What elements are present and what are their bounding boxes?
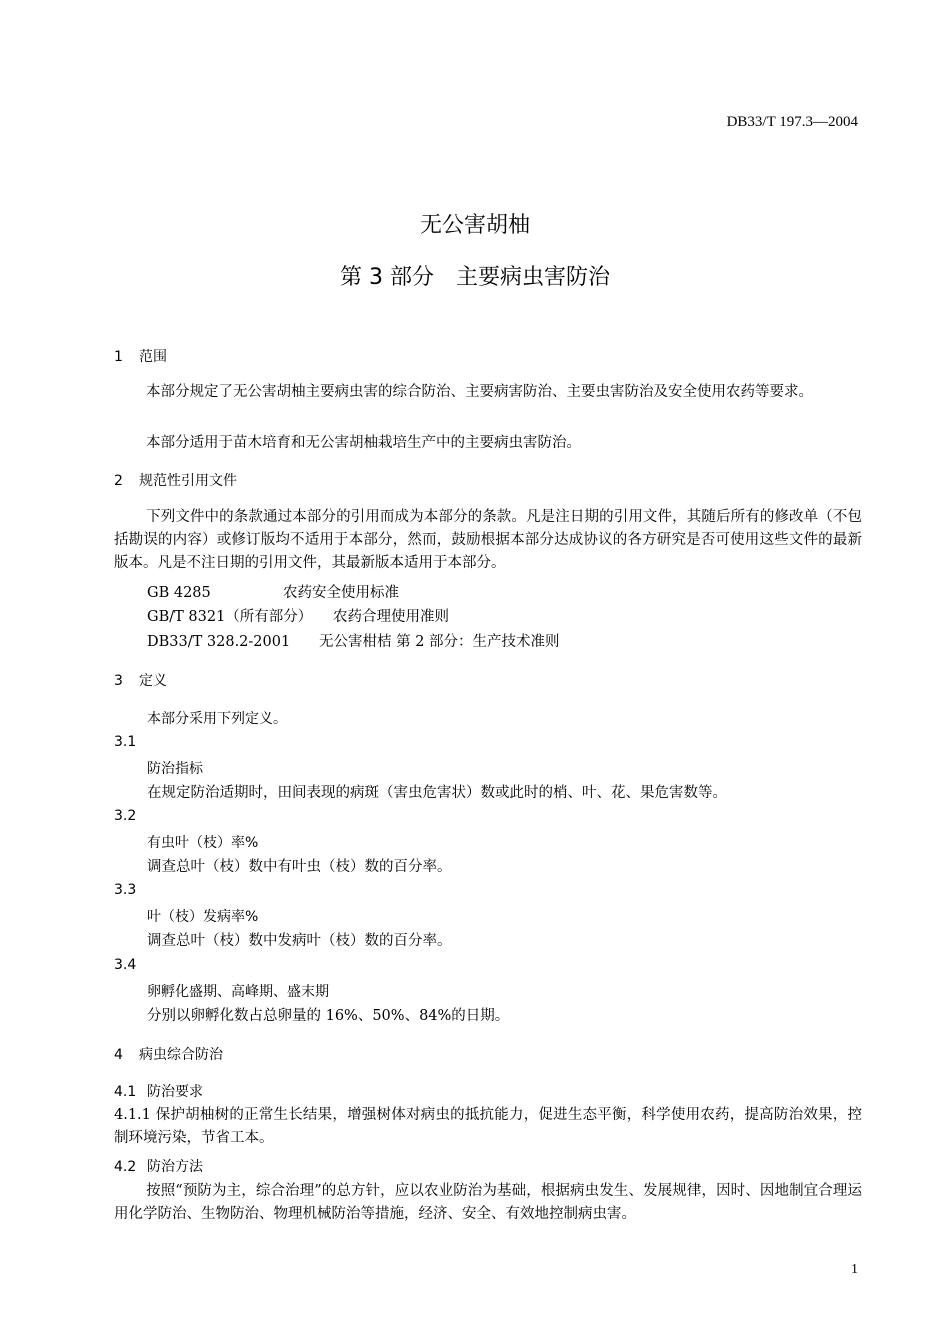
document-title: 无公害胡柚 [419, 213, 530, 238]
paragraph-text: 下列文件中的条款通过本部分的引用而成为本部分的条款。凡是注日期的引用文件，其随后所有的修改单（不包括勘误的内容）或修订版均不适用于本部分，然而，鼓励根据本部分达成协议的各方研究是否可使用这些文件的最新版本。凡是不注日期的引用文件，其最新版本适用于本部分。 [114, 509, 862, 571]
definition-text: 在规定防治适期时，田间表现的病斑（害虫危害状）数或此时的梢、叶、花、果危害数等。 [147, 785, 727, 801]
definition-term: 叶（枝）发病率% [147, 909, 259, 925]
section-title: 定义 [139, 673, 167, 689]
section-3-heading [114, 670, 167, 690]
document-subtitle: 第 3 部分 主要病虫害防治 [340, 265, 610, 290]
definition-number: 3.2 [114, 808, 137, 824]
subsection-number: 4.2 [114, 1159, 137, 1175]
definition-term: 有虫叶（枝）率% [147, 835, 259, 851]
reference-item [147, 631, 560, 653]
section-4-heading [114, 1044, 223, 1064]
subsection-title: 防治方法 [147, 1159, 203, 1175]
definition-text: 分别以卵孵化数占总卵量的 16%、50%、84%的日期。 [147, 1008, 510, 1024]
reference-title: 农药安全使用标准 [283, 585, 399, 601]
definition-term: 防治指标 [147, 761, 203, 777]
section-title: 规范性引用文件 [139, 473, 237, 489]
section-2-paragraph [114, 506, 862, 575]
section-1-paragraph-2 [114, 432, 862, 455]
section-title: 范围 [139, 349, 167, 365]
standard-number: DB33/T 197.3—2004 [726, 114, 858, 130]
definition-number: 3.1 [114, 734, 137, 750]
paragraph-text: 本部分规定了无公害胡柚主要病虫害的综合防治、主要病害防治、主要虫害防治及安全使用农药等要求。 [146, 384, 813, 400]
subsection-title: 防治要求 [147, 1084, 203, 1100]
reference-item [147, 606, 449, 628]
reference-code: DB33/T 328.2-2001 [147, 634, 291, 650]
paragraph-text: 按照“预防为主，综合治理”的总方针，应以农业防治为基础，根据病虫发生、发展规律，因时、因地制宜合理运用化学防治、生物防治、物理机械防治等措施，经济、安全、有效地控制病虫害。 [114, 1183, 862, 1222]
definition-number: 3.4 [114, 957, 137, 973]
reference-code: GB/T 8321（所有部分） [147, 609, 313, 625]
definition-text: 调查总叶（枝）数中有叶虫（枝）数的百分率。 [147, 859, 452, 875]
section-4-2-paragraph [114, 1180, 862, 1226]
section-number: 3 [114, 673, 123, 689]
subsection-4-2-heading [114, 1156, 203, 1176]
reference-code: GB 4285 [147, 585, 211, 601]
reference-title: 无公害柑桔 第 2 部分：生产技术准则 [319, 634, 560, 650]
subsection-number: 4.1 [114, 1084, 137, 1100]
reference-item [147, 582, 399, 604]
section-number: 1 [114, 349, 123, 365]
definition-term: 卵孵化盛期、高峰期、盛末期 [147, 984, 329, 1000]
section-title: 病虫综合防治 [139, 1047, 223, 1063]
page-number: 1 [851, 1262, 858, 1277]
section-2-heading [114, 470, 237, 490]
section-number: 2 [114, 473, 123, 489]
section-1-paragraph-1 [114, 381, 862, 404]
paragraph-text: 本部分适用于苗木培育和无公害胡柚栽培生产中的主要病虫害防治。 [146, 435, 581, 451]
section-number: 4 [114, 1047, 123, 1063]
clause-4-1-1: 4.1.1 保护胡柚树的正常生长结果，增强树体对病虫的抵抗能力，促进生态平衡，科学使用农药，提高防治效果，控制环境污染，节省工本。 [114, 1107, 862, 1146]
definition-text: 调查总叶（枝）数中发病叶（枝）数的百分率。 [147, 933, 452, 949]
section-1-heading [114, 346, 167, 366]
definition-number: 3.3 [114, 882, 137, 898]
reference-title: 农药合理使用准则 [333, 609, 449, 625]
subsection-4-1-heading [114, 1081, 203, 1101]
definitions-intro: 本部分采用下列定义。 [147, 711, 287, 727]
